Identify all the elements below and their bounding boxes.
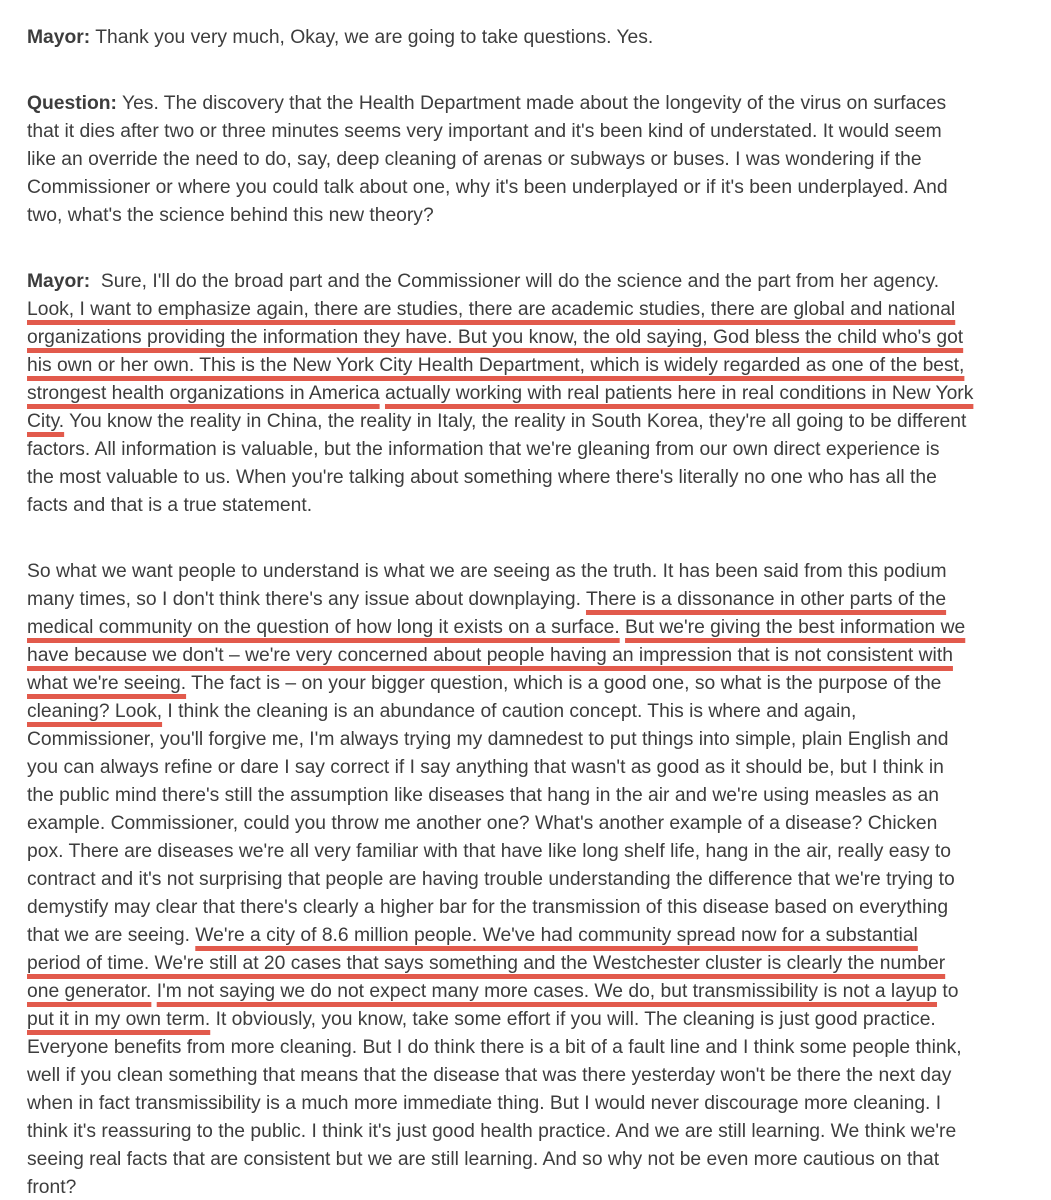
transcript-line — [27, 1090, 1031, 1118]
text-segment: factors. All information is valuable, but the information that we're gleaning from our own direct experience is — [27, 439, 940, 460]
transcript-line — [27, 586, 1031, 614]
paragraph-3 — [27, 268, 1031, 520]
text-segment: the public mind there's still the assumption like diseases that hang in the air and we're using measles as an — [27, 785, 939, 806]
transcript-line — [27, 380, 1031, 408]
transcript-line — [27, 558, 1031, 586]
text-segment: The fact is – on your bigger question, which is a good one, so what is the purpose of the — [186, 673, 942, 694]
text-segment: well if you clean something that means that the disease that was there yesterday won't be there the next day — [27, 1065, 952, 1086]
text-segment: pox. There are diseases we're all very familiar with that have like long shelf life, hang in the air, really easy to — [27, 841, 951, 862]
text-segment: the most valuable to us. When you're talking about something where there's literally no one who has all the — [27, 467, 937, 488]
red-underlined-text: one generator. — [27, 981, 152, 1002]
red-underlined-text: put it in my own term. — [27, 1009, 211, 1030]
paragraph-2 — [27, 90, 1031, 230]
transcript-line — [27, 24, 1031, 52]
text-segment: many times, so I don't think there's any issue about downplaying. — [27, 589, 586, 610]
transcript-line — [27, 950, 1031, 978]
red-underlined-text: medical community on the question of how long it exists on a surface. — [27, 617, 620, 638]
red-underlined-text: But we're giving the best information we — [625, 617, 966, 638]
text-segment: to — [937, 981, 959, 1002]
transcript-line — [27, 642, 1031, 670]
transcript-line — [27, 464, 1031, 492]
text-segment: So what we want people to understand is what we are seeing as the truth. It has been said from this podium — [27, 561, 947, 582]
red-underlined-text: actually working with real patients here in real conditions in New York — [384, 383, 974, 404]
transcript-line — [27, 408, 1031, 436]
transcript-line — [27, 1006, 1031, 1034]
text-segment: that we are seeing. — [27, 925, 196, 946]
text-segment: It obviously, you know, take some effort if you will. The cleaning is just good practice. — [210, 1009, 936, 1030]
transcript-line — [27, 492, 1031, 520]
transcript-line — [27, 118, 1031, 146]
paragraph-1 — [27, 24, 1031, 52]
transcript-line — [27, 810, 1031, 838]
text-segment: Everyone benefits from more cleaning. But I do think there is a bit of a fault line and I think some people think, — [27, 1037, 962, 1058]
text-segment: You know the reality in China, the reality in Italy, the reality in South Korea, they're all going to be different — [64, 411, 967, 432]
text-segment: demystify may clear that there's clearly a higher bar for the transmission of this disease based on everything — [27, 897, 949, 918]
text-segment: think it's reassuring to the public. I think it's just good health practice. And we are still learning. We think we're — [27, 1121, 957, 1142]
text-segment: two, what's the science behind this new theory? — [27, 205, 434, 226]
transcript-line — [27, 1034, 1031, 1062]
transcript-line — [27, 202, 1031, 230]
transcript-line — [27, 174, 1031, 202]
text-segment: that it dies after two or three minutes seems very important and it's been kind of understated. It would seem — [27, 121, 942, 142]
transcript-line — [27, 1146, 1031, 1174]
speaker-label: Question: — [27, 93, 117, 114]
transcript-line — [27, 324, 1031, 352]
transcript-line — [27, 866, 1031, 894]
speaker-label: Mayor: — [27, 271, 91, 292]
red-underlined-text: organizations providing the information they have. But you know, the old saying, God bless the child who's got — [27, 327, 964, 348]
text-segment: Thank you very much, Okay, we are going to take questions. Yes. — [90, 27, 654, 48]
text-segment: Commissioner, you'll forgive me, I'm always trying my damnedest to put things into simple, plain English and — [27, 729, 949, 750]
text-segment: front? — [27, 1177, 77, 1198]
text-segment: seeing real facts that are consistent but we are still learning. And so why not be even more cautious on that — [27, 1149, 940, 1170]
red-underlined-text: his own or her own. This is the New York City Health Department, which is widely regarded as one of the best, — [27, 355, 965, 376]
text-segment: Sure, I'll do the broad part and the Commissioner will do the science and the part from her agency. — [90, 271, 940, 292]
transcript-line — [27, 436, 1031, 464]
red-underlined-text: period of time. We're still at 20 cases that says something and the Westchester cluster is clearly the number — [27, 953, 946, 974]
red-underlined-text: Look, I want to emphasize again, there are studies, there are academic studies, there are global and national — [27, 299, 956, 320]
transcript-line — [27, 90, 1031, 118]
transcript-line — [27, 978, 1031, 1006]
transcript-line — [27, 146, 1031, 174]
text-segment: example. Commissioner, could you throw me another one? What's another example of a disease? Chicken — [27, 813, 938, 834]
red-underlined-text: I'm not saying we do not expect many more cases. We do, but transmissibility is not a layup — [156, 981, 938, 1002]
text-segment: I think the cleaning is an abundance of caution concept. This is where and again, — [162, 701, 857, 722]
transcript-line — [27, 352, 1031, 380]
red-underlined-text: cleaning? Look, — [27, 701, 163, 722]
transcript-line — [27, 894, 1031, 922]
red-underlined-text: strongest health organizations in America — [27, 383, 380, 404]
transcript-line — [27, 614, 1031, 642]
text-segment: you can always refine or dare I say correct if I say anything that wasn't as good as it should be, but I think in — [27, 757, 944, 778]
text-segment: contract and it's not surprising that people are having trouble understanding the difference that we're trying to — [27, 869, 955, 890]
text-segment: facts and that is a true statement. — [27, 495, 313, 516]
text-segment: when in fact transmissibility is a much more immediate thing. But I would never discourage more cleaning. I — [27, 1093, 942, 1114]
paragraph-4 — [27, 558, 1031, 1200]
text-segment: like an override the need to do, say, deep cleaning of arenas or subways or buses. I was wondering if the — [27, 149, 922, 170]
transcript-line — [27, 782, 1031, 810]
red-underlined-text: what we're seeing. — [27, 673, 187, 694]
text-segment: Yes. The discovery that the Health Department made about the longevity of the virus on surfaces — [116, 93, 947, 114]
speaker-label: Mayor: — [27, 27, 91, 48]
transcript-line — [27, 698, 1031, 726]
red-underlined-text: City. — [27, 411, 65, 432]
transcript-line — [27, 1062, 1031, 1090]
transcript-line — [27, 268, 1031, 296]
transcript-line — [27, 670, 1031, 698]
red-underlined-text: have because we don't – we're very concerned about people having an impression that is not consistent with — [27, 645, 953, 666]
red-underlined-text: We're a city of 8.6 million people. We've had community spread now for a substantial — [195, 925, 918, 946]
transcript-line — [27, 922, 1031, 950]
transcript-line — [27, 1118, 1031, 1146]
transcript-line — [27, 726, 1031, 754]
text-segment: Commissioner or where you could talk about one, why it's been underplayed or if it's been underplayed. And — [27, 177, 948, 198]
transcript-line — [27, 838, 1031, 866]
transcript-line — [27, 296, 1031, 324]
transcript-line — [27, 754, 1031, 782]
red-underlined-text: There is a dissonance in other parts of the — [585, 589, 947, 610]
transcript-line — [27, 1174, 1031, 1200]
